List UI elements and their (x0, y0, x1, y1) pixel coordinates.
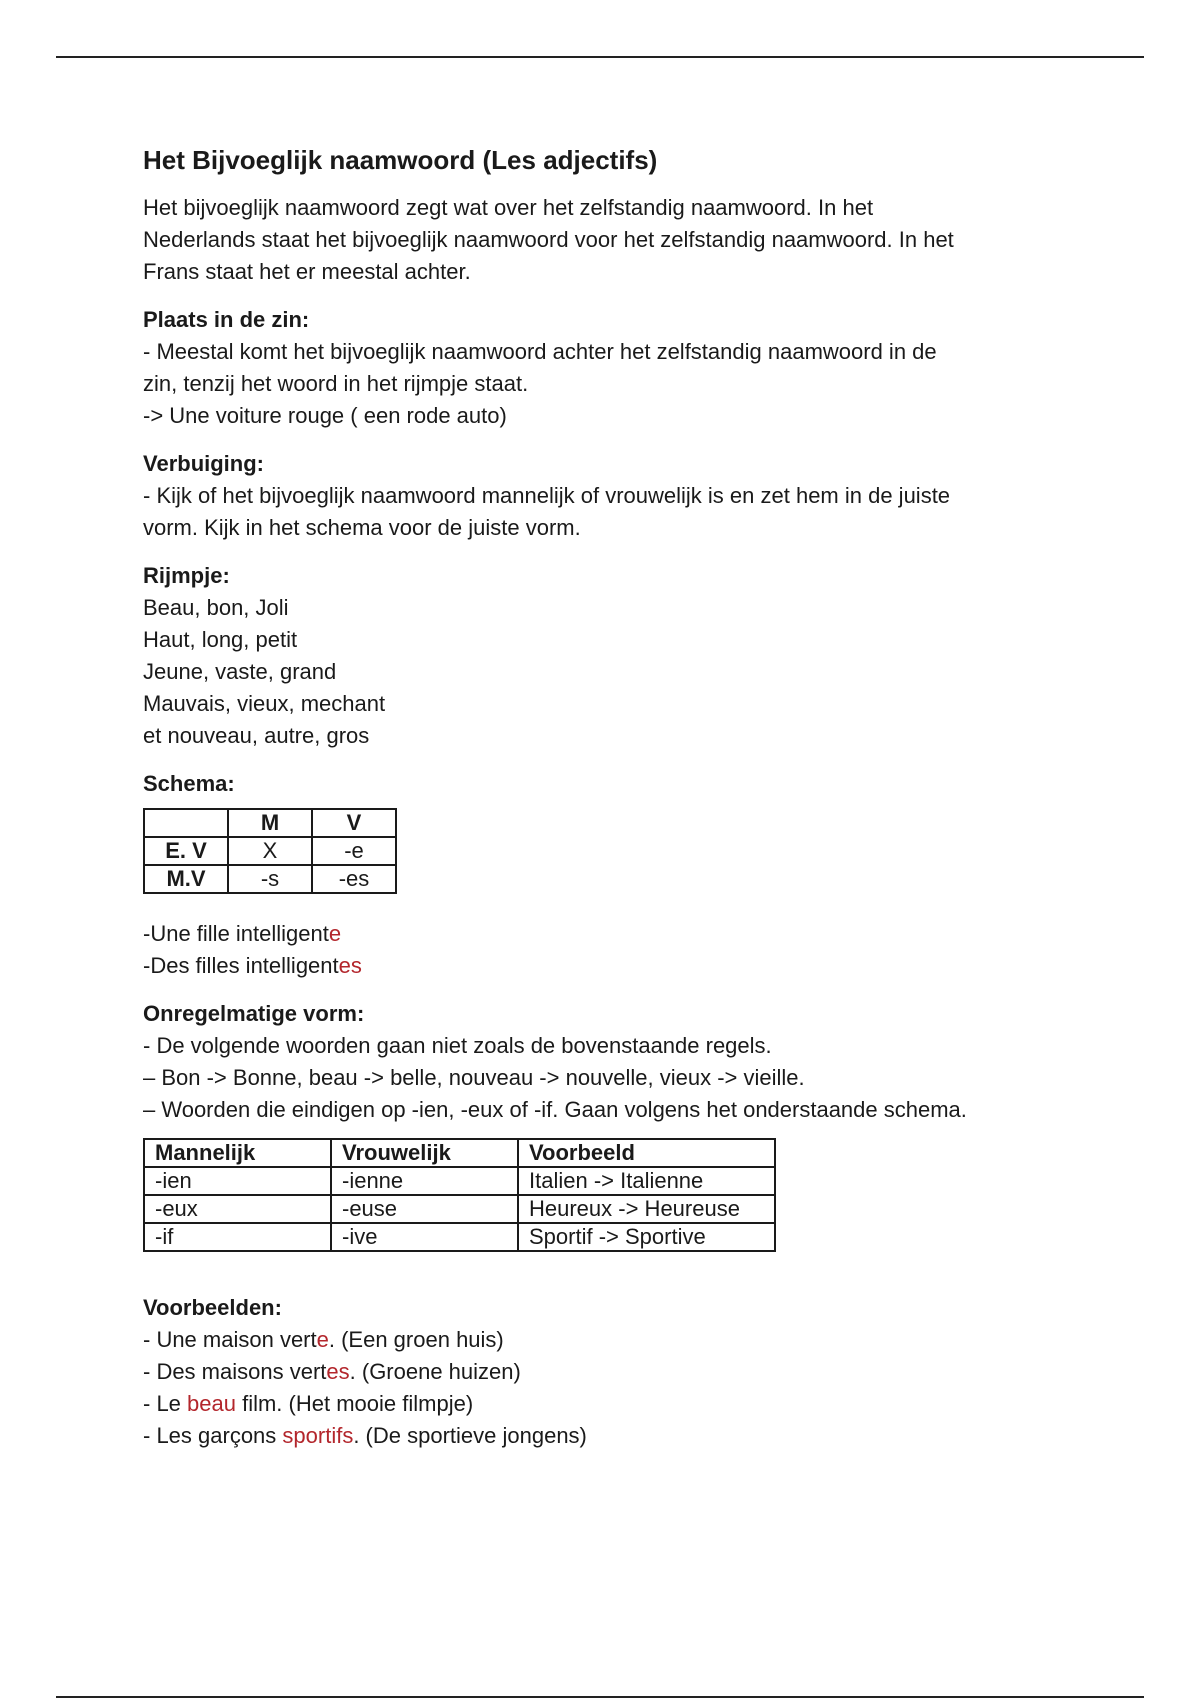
table-cell: -es (312, 865, 396, 893)
voorbeeld-text: - Des maisons vert (143, 1359, 327, 1384)
verbuiging-heading: Verbuiging: (143, 451, 264, 476)
table-header-cell: Voorbeeld (518, 1139, 775, 1167)
voorbeeld-text: - Une maison vert (143, 1327, 317, 1352)
schema-heading: Schema: (143, 771, 235, 796)
table-cell: -ien (144, 1167, 331, 1195)
voorbeeld-highlight: beau (187, 1391, 236, 1416)
example-text: -Une fille intelligent (143, 921, 329, 946)
voorbeeld-line (143, 1388, 1063, 1420)
table-cell: -ive (331, 1223, 518, 1251)
table-header-cell: Mannelijk (144, 1139, 331, 1167)
voorbeeld-line (143, 1356, 1063, 1388)
table-row (144, 809, 396, 837)
schema-table (143, 808, 397, 894)
document-body (143, 142, 1063, 1452)
schema-examples (143, 918, 1063, 982)
plaats-section (143, 304, 1063, 432)
example-ending: e (328, 921, 342, 946)
intro-line: Nederlands staat het bijvoeglijk naamwoord voor het zelfstandig naamwoord. In het (143, 227, 954, 252)
voorbeelden-heading: Voorbeelden: (143, 1295, 282, 1320)
intro-line: Frans staat het er meestal achter. (143, 259, 471, 284)
voorbeeld-highlight: sportifs (282, 1423, 354, 1448)
table-cell: -ienne (331, 1167, 518, 1195)
voorbeeld-text: . (Groene huizen) (349, 1359, 521, 1384)
table-header-cell: Vrouwelijk (331, 1139, 518, 1167)
plaats-line: zin, tenzij het woord in het rijmpje staat. (143, 371, 529, 396)
intro-line: Het bijvoeglijk naamwoord zegt wat over het zelfstandig naamwoord. In het (143, 195, 874, 220)
table-cell: Italien -> Italienne (518, 1167, 775, 1195)
verbuiging-section (143, 448, 1063, 544)
voorbeeld-text: . (Een groen huis) (328, 1327, 504, 1352)
voorbeelden-section (143, 1292, 1063, 1452)
table-header-cell: V (312, 809, 396, 837)
plaats-heading: Plaats in de zin: (143, 307, 310, 332)
table-cell: X (228, 837, 312, 865)
table-cell: Heureux -> Heureuse (518, 1195, 775, 1223)
rijmpje-line: Jeune, vaste, grand (143, 659, 337, 684)
example-text: -Des filles intelligent (143, 953, 339, 978)
table-row-header: M.V (144, 865, 228, 893)
verbuiging-line: - Kijk of het bijvoeglijk naamwoord mannelijk of vrouwelijk is en zet hem in de juiste (143, 483, 951, 508)
table-row (144, 837, 396, 865)
table-row (144, 1223, 775, 1251)
rijmpje-section (143, 560, 1063, 752)
rijmpje-heading: Rijmpje: (143, 563, 230, 588)
table-cell: -eux (144, 1195, 331, 1223)
onregelmatig-line: – Woorden die eindigen op -ien, -eux of -if. Gaan volgens het onderstaande schema. (143, 1097, 967, 1122)
bottom-rule (56, 1696, 1144, 1698)
table-cell: Sportif -> Sportive (518, 1223, 775, 1251)
onregelmatig-line: – Bon -> Bonne, beau -> belle, nouveau -> nouvelle, vieux -> vieille. (143, 1065, 805, 1090)
onregelmatig-section (143, 998, 1063, 1252)
voorbeeld-line (143, 1324, 1063, 1356)
example-ending: es (338, 953, 362, 978)
voorbeeld-text: . (De sportieve jongens) (353, 1423, 587, 1448)
irregular-table (143, 1138, 776, 1252)
example-line (143, 950, 1063, 982)
onregelmatig-heading: Onregelmatige vorm: (143, 1001, 365, 1026)
verbuiging-line: vorm. Kijk in het schema voor de juiste vorm. (143, 515, 581, 540)
plaats-line: - Meestal komt het bijvoeglijk naamwoord achter het zelfstandig naamwoord in de (143, 339, 937, 364)
schema-section (143, 768, 1063, 894)
table-row (144, 1139, 775, 1167)
rijmpje-line: Beau, bon, Joli (143, 595, 289, 620)
voorbeeld-line (143, 1420, 1063, 1452)
voorbeeld-highlight: e (316, 1327, 329, 1352)
table-row (144, 865, 396, 893)
intro-paragraph (143, 192, 1063, 288)
table-cell: -e (312, 837, 396, 865)
table-cell: -if (144, 1223, 331, 1251)
voorbeeld-highlight: es (326, 1359, 350, 1384)
table-cell: -euse (331, 1195, 518, 1223)
rijmpje-line: Haut, long, petit (143, 627, 298, 652)
table-row-header: E. V (144, 837, 228, 865)
table-cell: -s (228, 865, 312, 893)
example-line (143, 918, 1063, 950)
page-title: Het Bijvoeglijk naamwoord (Les adjectifs) (143, 145, 658, 175)
table-row (144, 1195, 775, 1223)
onregelmatig-line: - De volgende woorden gaan niet zoals de bovenstaande regels. (143, 1033, 772, 1058)
voorbeeld-text: - Le (143, 1391, 188, 1416)
voorbeeld-text: - Les garçons (143, 1423, 283, 1448)
table-cell (144, 809, 228, 837)
table-row (144, 1167, 775, 1195)
rijmpje-line: et nouveau, autre, gros (143, 723, 370, 748)
rijmpje-line: Mauvais, vieux, mechant (143, 691, 386, 716)
voorbeeld-text: film. (Het mooie filmpje) (235, 1391, 474, 1416)
plaats-line: -> Une voiture rouge ( een rode auto) (143, 403, 507, 428)
top-rule (56, 56, 1144, 58)
table-header-cell: M (228, 809, 312, 837)
